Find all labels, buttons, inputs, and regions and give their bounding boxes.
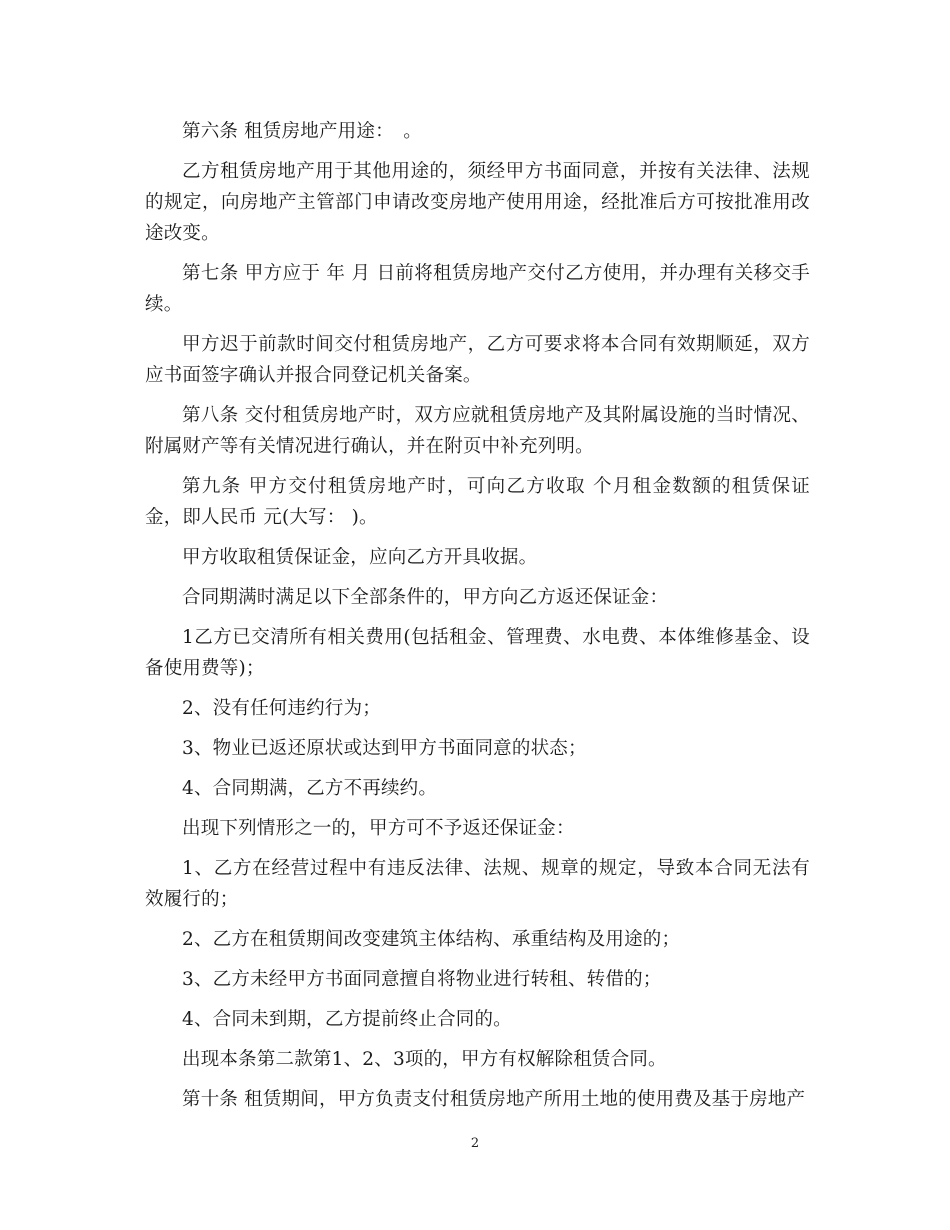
paragraph-article-7: 第七条 甲方应于 年 月 日前将租赁房地产交付乙方使用，并办理有关移交手续。 (145, 263, 810, 315)
list-item: 1、乙方在经营过程中有违反法律、法规、规章的规定，导致本合同无法有效履行的； (145, 858, 810, 910)
paragraph-article-10: 第十条 租赁期间，甲方负责支付租赁房地产所用土地的使用费及基于房地产 (182, 1089, 806, 1110)
paragraph: 甲方迟于前款时间交付租赁房地产，乙方可要求将本合同有效期顺延，双方应书面签字确认并报合同登记机关备案。 (145, 334, 810, 386)
paragraph: 乙方租赁房地产用于其他用途的，须经甲方书面同意，并按有关法律、法规的规定，向房地产主管部门申请改变房地产使用用途，经批准后方可按批准用改途改变。 (145, 161, 810, 244)
paragraph-article-8: 第八条 交付租赁房地产时，双方应就租赁房地产及其附属设施的当时情况、附属财产等有关情况进行确认，并在附页中补充列明。 (145, 405, 810, 457)
paragraph: 出现本条第二款第1、2、3项的，甲方有权解除租赁合同。 (182, 1049, 667, 1070)
paragraph: 出现下列情形之一的，甲方可不予返还保证金： (182, 818, 575, 839)
paragraph: 合同期满时满足以下全部条件的，甲方向乙方返还保证金： (182, 587, 669, 608)
list-item: 2、乙方在租赁期间改变建筑主体结构、承重结构及用途的； (182, 929, 681, 950)
list-item: 4、合同期满，乙方不再续约。 (182, 778, 438, 799)
page-number: 2 (470, 1136, 480, 1151)
list-item: 2、没有任何违约行为； (182, 698, 381, 719)
list-item: 1乙方已交清所有相关费用(包括租金、管理费、水电费、本体维修基金、设备使用费等)； (145, 627, 810, 679)
paragraph-article-6: 第六条 租赁房地产用途： 。 (182, 121, 422, 142)
document-body (145, 116, 810, 1124)
paragraph-article-9: 第九条 甲方交付租赁房地产时，可向乙方收取 个月租金数额的租赁保证金，即人民币 元(大写： )。 (145, 476, 810, 528)
list-item: 3、物业已返还原状或达到甲方书面同意的状态； (182, 738, 587, 759)
list-item: 3、乙方未经甲方书面同意擅自将物业进行转租、转借的； (182, 969, 662, 990)
list-item: 4、合同未到期，乙方提前终止合同的。 (182, 1009, 512, 1030)
paragraph: 甲方收取租赁保证金，应向乙方开具收据。 (182, 547, 538, 568)
